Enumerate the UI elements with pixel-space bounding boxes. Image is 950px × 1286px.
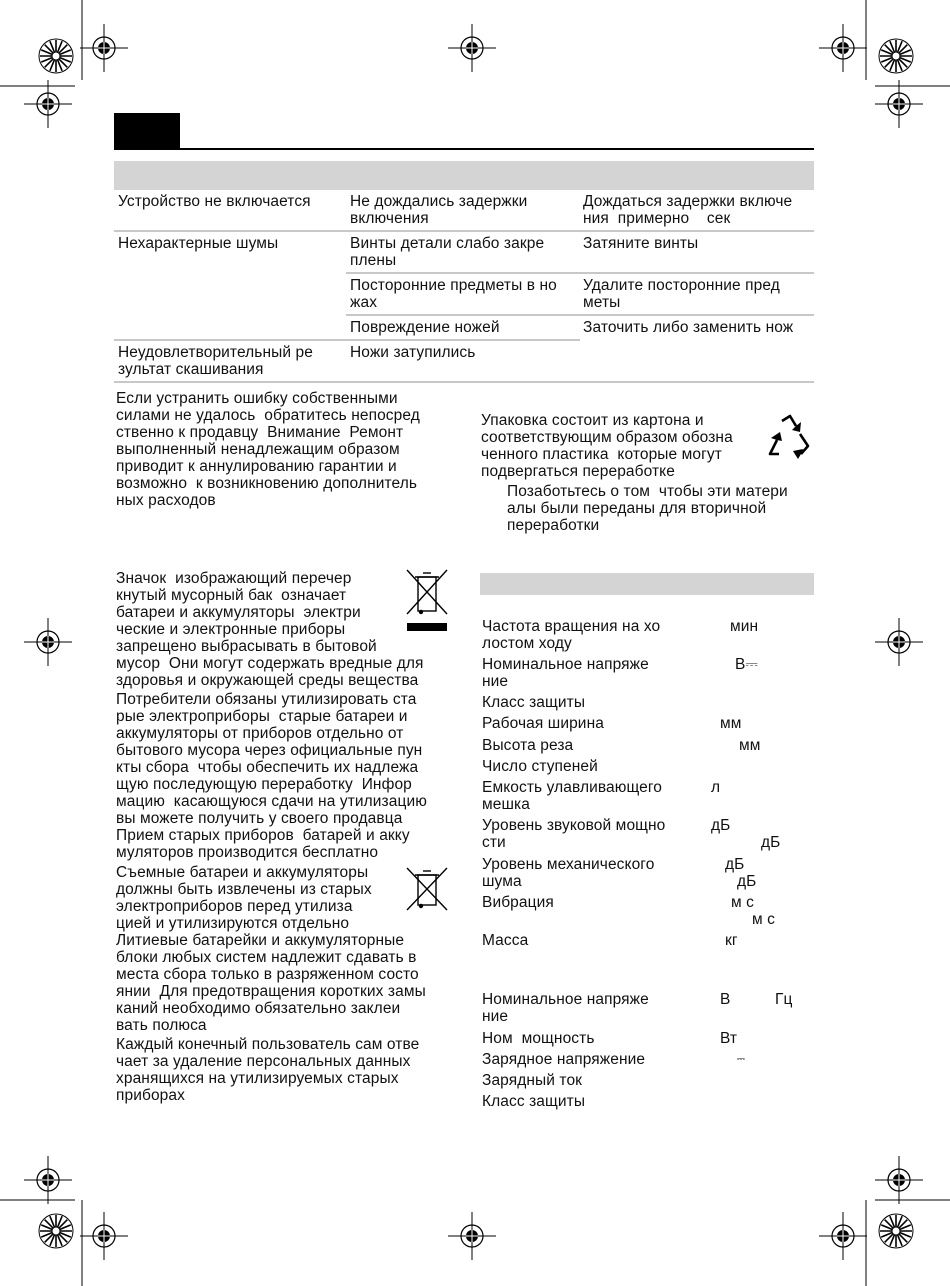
table-cell-cause: Посторонние предметы в но жах (350, 277, 557, 311)
table-cell-cause: Повреждение ножей (350, 319, 500, 336)
table-cell-remedy: Затяните винты (583, 235, 699, 252)
disposal-paragraph: Каждый конечный пользователь сам отве чает за удаление персональных данных хранящихся на утилизируемых старых приборах (116, 1036, 420, 1104)
spec-unit-extra: м с (752, 911, 776, 928)
table-divider (346, 272, 814, 274)
table-cell-problem: Устройство не включается (118, 193, 311, 210)
spec-unit-extra: Гц (775, 991, 793, 1008)
spec-label: Класс защиты (482, 1093, 586, 1110)
specs-header (480, 573, 814, 595)
header-rule (114, 148, 814, 150)
disposal-paragraph: Съемные батареи и аккумуляторы должны быть извлечены из старых электроприборов перед утилиза цией и утилизируются отдельно Литиевые батарейки и аккумуляторные блоки любых систем надлежит сдавать в места сбора только в разряженном состо янии Для предотвращения коротких замы каний необходимо обязательно заклеи вать полюса (116, 864, 426, 1034)
crossed-bin-icon (405, 568, 449, 634)
table-header (114, 161, 814, 190)
spec-unit: мин (730, 618, 759, 635)
table-divider (114, 381, 814, 383)
disposal-paragraph: Потребители обязаны утилизировать ста рые электроприборы старые батареи и аккумуляторы от приборов отдельно от бытового мусора через официальные пун кты сбора чтобы обеспечить их надлежа щую последующую переработку Инфор мацию касающуюся сдачи на утилизацию вы можете получить у своего продавца Прием старых приборов батарей и акку муляторов производится бесплатно (116, 691, 427, 861)
spec-label: Номинальное напряже ние (482, 991, 649, 1025)
spec-unit: дБ (725, 856, 745, 873)
table-cell-remedy: Заточить либо заменить нож (583, 319, 794, 336)
spec-label: Рабочая ширина (482, 715, 604, 732)
spec-label: Емкость улавливающего мешка (482, 779, 662, 813)
spec-unit-extra: дБ (737, 873, 757, 890)
spec-label: Масса (482, 932, 529, 949)
table-cell-cause: Винты детали слабо закре плены (350, 235, 545, 269)
table-divider (114, 339, 580, 341)
table-divider (114, 230, 814, 232)
table-cell-cause: Ножи затупились (350, 344, 476, 361)
spec-unit: В⎓ (735, 656, 758, 673)
spec-label: Класс защиты (482, 694, 586, 711)
table-cell-problem: Нехарактерные шумы (118, 235, 279, 252)
spec-label: Вибрация (482, 894, 554, 911)
recycle-icon (765, 413, 815, 461)
spec-label: Номинальное напряже ние (482, 656, 649, 690)
spec-unit: В (720, 991, 731, 1008)
spec-label: Ном мощность (482, 1030, 595, 1047)
spec-unit: мм (720, 715, 742, 732)
spec-label: Зарядный ток (482, 1072, 583, 1089)
table-cell-cause: Не дождались задержки включения (350, 193, 528, 227)
spec-unit: л (711, 779, 721, 796)
table-cell-remedy: Удалите посторонние пред меты (583, 277, 780, 311)
spec-label: Уровень звуковой мощно сти (482, 817, 666, 851)
spec-unit: дБ (711, 817, 731, 834)
spec-unit: Вт (720, 1030, 738, 1047)
spec-label: Частота вращения на хо лостом ходу (482, 618, 661, 652)
table-divider (346, 314, 814, 316)
spec-label: Число ступеней (482, 758, 598, 775)
spec-unit: м с (731, 894, 755, 911)
spec-unit: кг (725, 932, 738, 949)
spec-label: Зарядное напряжение (482, 1051, 646, 1068)
spec-unit: мм (739, 737, 761, 754)
spec-label: Высота реза (482, 737, 574, 754)
table-cell-remedy: Дождаться задержки включе ния примерно сек (583, 193, 793, 227)
spec-unit-extra: дБ (761, 834, 781, 851)
service-note: Если устранить ошибку собственными силами не удалось обратитесь непосред ственно к продавцу Внимание Ремонт выполненный ненадлежащим образом приводит к аннулированию гарантии и возможно к возникновению дополнитель ных расходов (116, 390, 420, 509)
packaging-indent-text: Позаботьтесь о том чтобы эти матери алы были переданы для вторичной переработки (507, 483, 788, 534)
disposal-paragraph: Значок изображающий перечер кнутый мусорный бак означает батареи и аккумуляторы электри ческие и электронные приборы запрещено выбрасывать в бытовой мусор Они могут содержать вредные для здоровья и окружающей среды вещества (116, 570, 424, 689)
spec-label: Уровень механического шума (482, 856, 655, 890)
header-block (114, 113, 180, 150)
packaging-text: Упаковка состоит из картона и соответствующим образом обозна ченного пластика которые могут подвергаться переработке (481, 412, 733, 480)
spec-unit: ⎓ (737, 1054, 746, 1065)
crossed-bin-icon (405, 866, 449, 912)
table-cell-problem: Неудовлетворительный ре зультат скашивания (118, 344, 313, 378)
